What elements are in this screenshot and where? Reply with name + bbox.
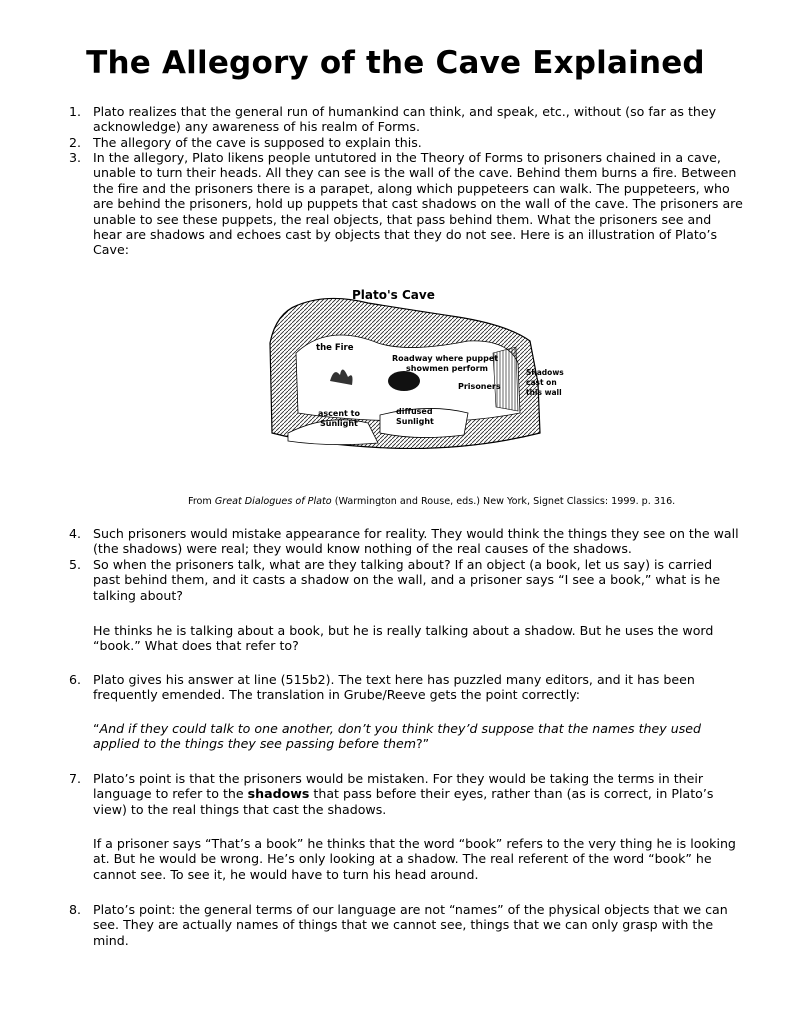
label-diffused-2: Sunlight [396, 417, 434, 426]
caption-book-title: Great Dialogues of Plato [214, 496, 332, 507]
item-text: So when the prisoners talk, what are they talking about? If an object (a book, let us say) is carried past behind them, and it casts a shadow on the wall, and a prisoner says “I see a book,” what is he talking about? [93, 557, 721, 603]
platos-cave-illustration [268, 283, 564, 455]
list-item-6 [93, 672, 743, 703]
caption-prefix: From [188, 496, 215, 507]
label-fire: the Fire [316, 343, 354, 353]
list-item-2 [93, 135, 743, 150]
document-title: The Allegory of the Cave Explained [86, 45, 705, 81]
list-item-4 [93, 526, 743, 557]
label-shadows-3: this wall [526, 388, 562, 397]
quote-close-mark: ?” [415, 736, 430, 752]
item-number: 3. [69, 150, 82, 165]
parapet-tunnel [388, 371, 420, 391]
figure-title: Plato's Cave [352, 288, 435, 302]
item-number: 8. [69, 902, 82, 917]
item-text-part-b: that pass before their eyes, rather than (as is correct, in Plato’s view) to the real things that cast the shadows. [93, 786, 714, 817]
emphasis-shadows: shadows [247, 786, 310, 802]
item-text: Plato’s point: the general terms of our language are not “names” of the physical objects that we can see. They are actually names of things that we cannot see, things that we can only grasp with the mind. [93, 902, 728, 948]
figure-caption [188, 496, 675, 508]
quote-open-mark: “ [93, 721, 100, 736]
list-item-8 [93, 902, 743, 948]
list-item-7 [93, 771, 743, 817]
item-text: In the allegory, Plato likens people untutored in the Theory of Forms to prisoners chained in a cave, unable to turn their heads. All they can see is the wall of the cave. Behind them burns a fire. Between the fire and the prisoners there is a parapet, along which puppeteers can walk. The puppeteers, who are behind the prisoners, hold up puppets that cast shadows on the wall of the cave. The prisoners are unable to see these puppets, the real objects, that pass behind them. What the prisoners see and hear are shadows and echoes cast by objects that they do not see. Here is an illustration of Plato’s Cave: [93, 150, 743, 258]
label-prisoners: Prisoners [458, 382, 501, 391]
item-text: Plato realizes that the general run of humankind can think, and speak, etc., without (so far as they acknowledge) any awareness of his realm of Forms. [93, 104, 717, 135]
label-shadows: Shadows [526, 368, 564, 377]
list-item-5 [93, 557, 743, 603]
item-7-followup [93, 836, 743, 882]
item-text-part-a: Plato’s point is that the prisoners would be mistaken. For they would be taking the terms in their language to refer to the [93, 771, 704, 802]
label-ascent-2: Sunlight [320, 419, 358, 428]
item-text: The allegory of the cave is supposed to explain this. [93, 135, 422, 150]
label-ascent: ascent to [318, 409, 360, 418]
list-item-1 [93, 104, 743, 135]
followup-text: If a prisoner says “That’s a book” he thinks that the word “book” refers to the very thing he is looking at. But he would be wrong. He’s only looking at a shadow. The real referent of the word “book” he cannot see. To see it, he would have to turn his head around. [93, 836, 736, 882]
item-number: 1. [69, 104, 82, 119]
item-text: Such prisoners would mistake appearance for reality. They would think the things they see on the wall (the shadows) were real; they would know nothing of the real causes of the shadows. [93, 526, 739, 557]
item-5-followup [93, 623, 743, 654]
item-number: 5. [69, 557, 82, 572]
label-diffused: diffused [396, 407, 433, 416]
item-6-quote [93, 721, 743, 752]
item-number: 4. [69, 526, 82, 541]
item-number: 6. [69, 672, 82, 687]
item-number: 2. [69, 135, 82, 150]
caption-suffix: (Warmington and Rouse, eds.) New York, Signet Classics: 1999. p. 316. [331, 496, 676, 507]
quote-text: And if they could talk to one another, don’t you think they’d suppose that the names they used applied to the things they see passing before them [93, 721, 701, 752]
label-roadway-2: showmen perform [406, 364, 488, 373]
followup-text: He thinks he is talking about a book, but he is really talking about a shadow. But he uses the word “book.” What does that refer to? [93, 623, 714, 654]
label-roadway: Roadway where puppet [392, 354, 499, 363]
list-item-3 [93, 150, 743, 258]
label-shadows-2: cast on [526, 378, 557, 387]
item-number: 7. [69, 771, 82, 786]
item-text: Plato gives his answer at line (515b2). The text here has puzzled many editors, and it has been frequently emended. The translation in Grube/Reeve gets the point correctly: [93, 672, 695, 703]
